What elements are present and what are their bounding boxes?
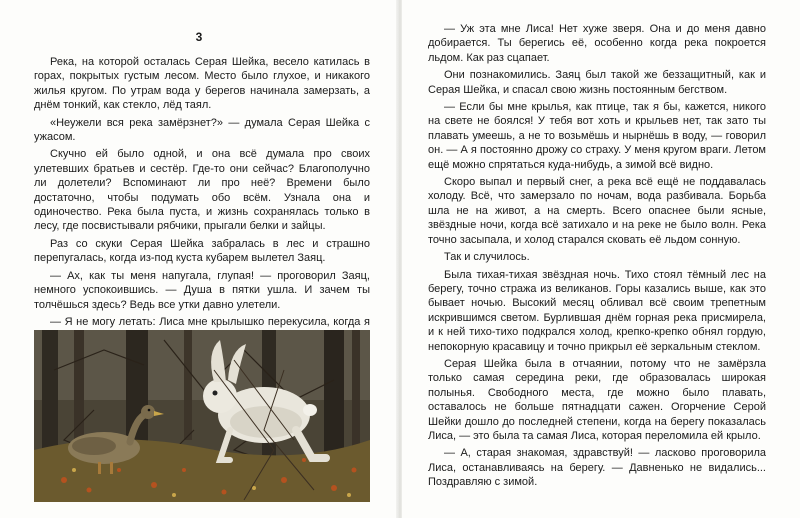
paragraph: Раз со скуки Серая Шейка забралась в лес и страшно перепугалась, когда из-под куста кубарем вылетел Заяц. xyxy=(34,237,370,265)
forest-haze xyxy=(34,330,370,400)
paragraph: — Я не могу летать: Лиса мне крылышко перекусила, когда я xyxy=(50,315,370,328)
paragraph: — Уж эта мне Лиса! Нет хуже зверя. Она и до меня давно добирается. Ты берегись её, особенно когда река покроется льдом. Как раз сцапает. xyxy=(428,23,766,64)
left-page xyxy=(0,0,398,518)
paragraph: Скучно ей было одной, и она всё думала про своих улетевших братьев и сестёр. Где-то они сейчас? Благополучно ли долетели? Вспоминают ли про неё? Времени было достаточно, чтобы подумать обо всём. Узнала она и одиночество. Река была пуста, и жизнь сохранялась только в лесу, где посвистывали рябчики, прыгали белки и зайцы. xyxy=(34,148,370,233)
right-page xyxy=(402,0,800,518)
left-page-text xyxy=(34,55,370,347)
paragraph: Скоро выпал и первый снег, а река всё ещё не поддавалась холоду. Всё, что замерзало по ночам, вода разбивала. Борьба шла не на живот, а на смерть. Всего опаснее были ясные, звёздные ночи, когда всё затихало и на реке не было волн. Река точно засыпала, и холод старался сковать её льдом сонную. xyxy=(428,176,766,246)
illustration xyxy=(34,330,370,502)
paragraph: — А, старая знакомая, здравствуй! — ласково проговорила Лиса, останавливаясь на берегу. — Давненько не видались... Поздравляю с зимой. xyxy=(428,447,766,489)
right-page-text xyxy=(428,22,766,493)
paragraph: — Ах, как ты меня напугала, глупая! — проговорил Заяц, немного успокоившись. — Душа в пятки ушла. И зачем ты толчёшься здесь? Ведь все утки давно улетели. xyxy=(34,269,370,311)
paragraph: Так и случилось. xyxy=(444,251,530,264)
paragraph: — Если бы мне крылья, как птице, так я бы, кажется, никого на свете не боялся! У тебя вот хоть и крыльев нет, так зато ты плавать умеешь, а не то возьмёшь и нырнёшь в воду, — говорил он. — А я постоянно дрожу со страху. У меня кругом враги. Летом ещё можно спрятаться куда-нибудь, а зимой всё видно. xyxy=(428,101,766,171)
paragraph: Серая Шейка была в отчаянии, потому что не замёрзла только самая середина реки, где образовалась широкая полынья. Свободного места, где можно было плавать, оставалось не больше пятнадцати сажен. Огорчение Серой Шейки дошло до последней степени, когда на берегу показалась Лиса, — это была та самая Лиса, которая переломила ей крыло. xyxy=(428,357,766,442)
paragraph: Была тихая-тихая звёздная ночь. Тихо стоял тёмный лес на берегу, точно стража из великанов. Горы казались выше, как это бывает ночью. Высокий месяц обливал всё своим трепетным искрившимся светом. Бурлившая днём горная река присмирела, и к ней тихо-тихо подкрался холод, крепко-крепко обнял гордую, непокорную красавицу и точно прикрыл её зеркальным стеклом. xyxy=(428,268,766,353)
paragraph: Река, на которой осталась Серая Шейка, весело катилась в горах, покрытых густым лесом. Место было глухое, и никакого жилья кругом. По утрам вода у берегов начинала замерзать, а днём тонкий, как стекло, лёд таял. xyxy=(34,56,370,112)
chapter-number: 3 xyxy=(195,30,203,44)
illustration-scene xyxy=(34,330,370,502)
paragraph: «Неужели вся река замёрзнет?» — думала Серая Шейка с ужасом. xyxy=(34,116,370,144)
paragraph: Они познакомились. Заяц был такой же беззащитный, как и Серая Шейка, и спасал свою жизнь постоянным бегством. xyxy=(428,69,766,96)
